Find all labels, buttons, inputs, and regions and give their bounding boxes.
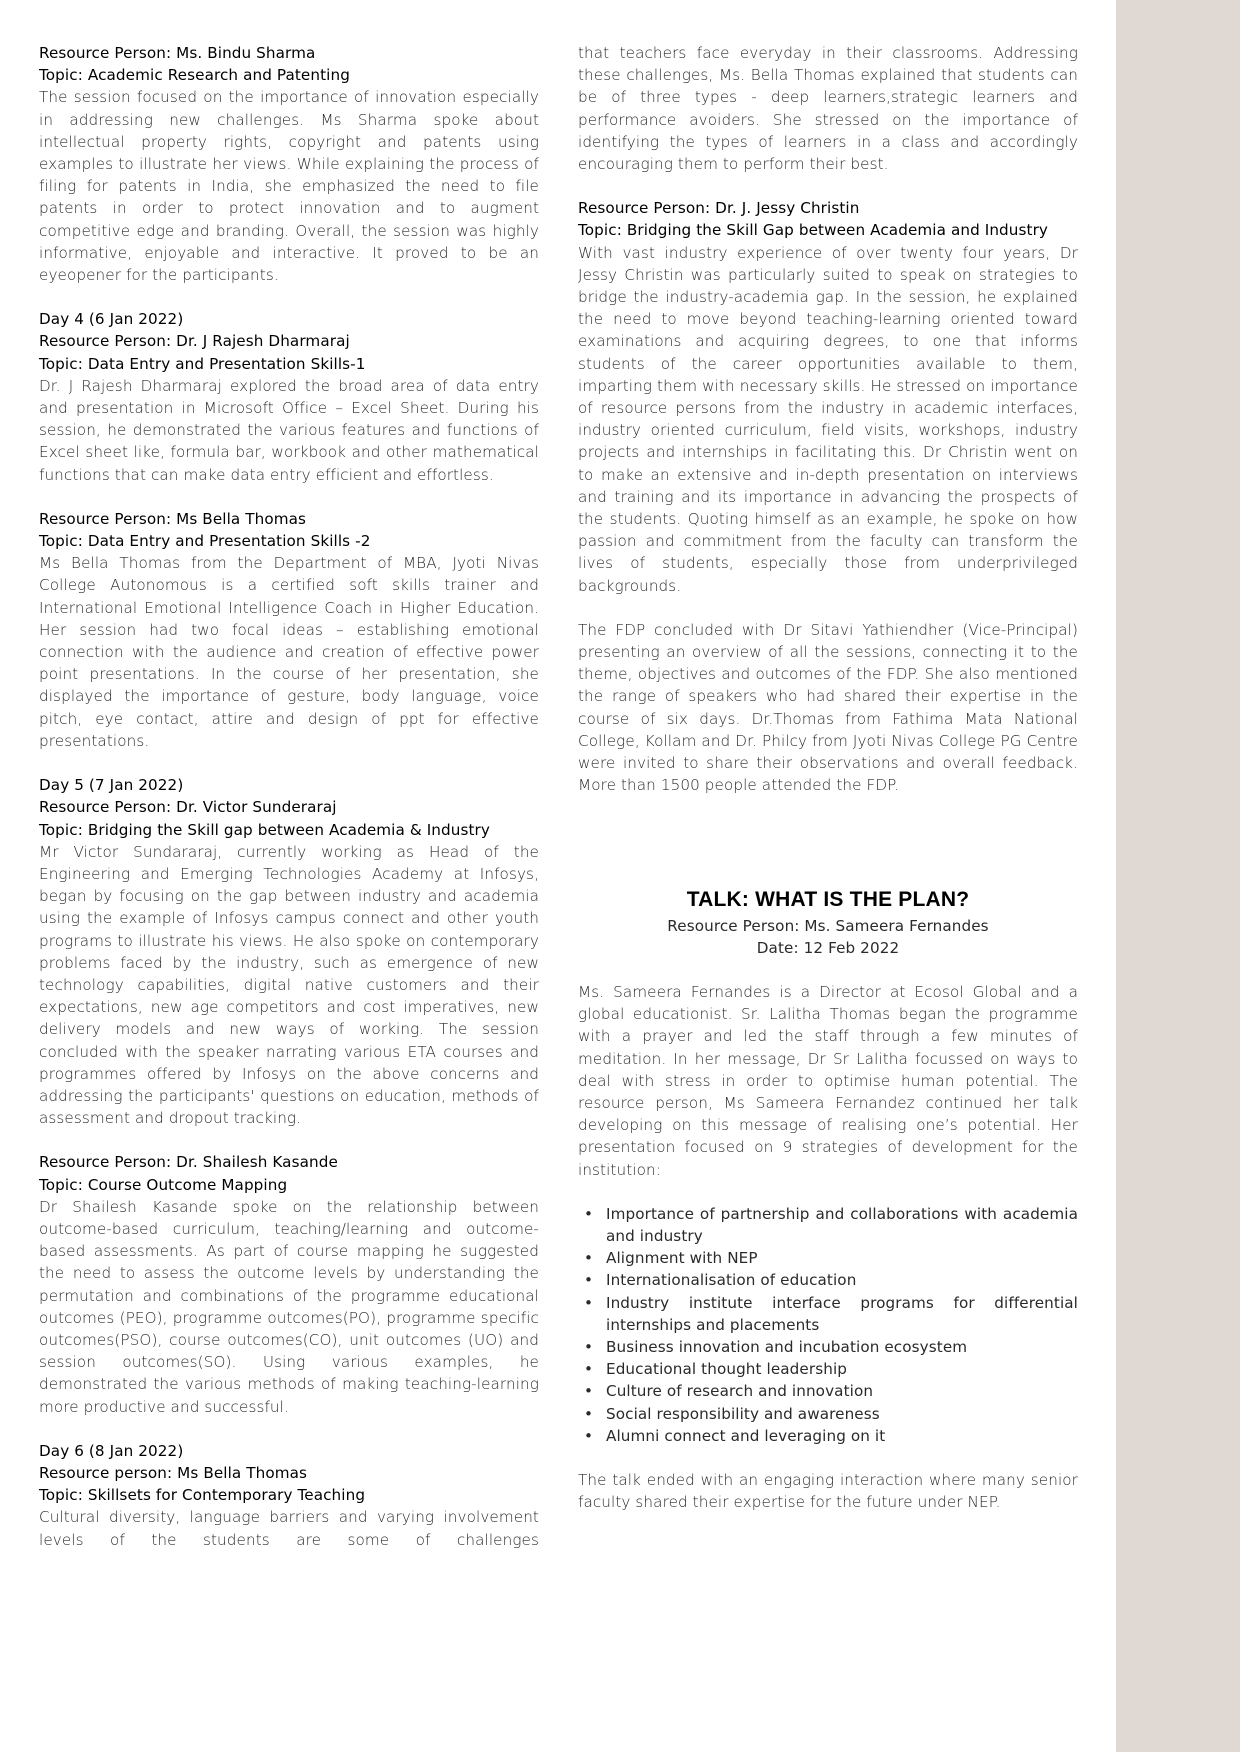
resource-person: Resource Person: Dr. Shailesh Kasande <box>39 1153 338 1172</box>
topic: Topic: Data Entry and Presentation Skills -2 <box>39 532 371 551</box>
bullet-icon: • <box>584 1404 594 1423</box>
talk-title: TALK: WHAT IS THE PLAN? <box>686 887 970 911</box>
list-item-text: Industry institute interface programs for differential internships and placements <box>606 1293 1078 1334</box>
bullet-icon: • <box>584 1360 594 1379</box>
conclusion-text: The FDP concluded with Dr Sitavi Yathiendher (Vice-Principal) presenting an overview of all the sessions, connecting it to the theme, objectives and outcomes of the FDP. She also mentioned the range of speakers who had shared their expertise in the course of six days. Dr.Thomas from Fathima Mata National College, Kollam and Dr. Philcy from Jyoti Nivas College PG Centre were invited to share their observations and overall feedback. More than 1500 people attended the FDP. <box>578 620 1078 795</box>
list-item-text: Internationalisation of education <box>606 1271 857 1290</box>
session-description: The session focused on the importance of innovation especially in addressing new challenges. Ms Sharma spoke about intellectual property rights, copyright and patents using examples to illustrate her views. While explaining the process of filing for patents in India, she emphasized the need to file patents in order to protect innovation and to augment competitive edge and branding. Overall, the session was highly informative, enjoyable and interactive. It proved to be an eyeopener for the participants. <box>39 88 539 285</box>
session-description-continued: that teachers face everyday in their classrooms. Addressing these challenges, Ms. Bella Thomas explained that students can be of three types - deep learners,strategic learners and performance avoiders. She stressed on the importance of identifying the types of learners in a class and accordingly encouraging them to perform their best. <box>578 44 1078 174</box>
session-jessy-christin <box>578 197 1078 597</box>
bullet-icon: • <box>584 1204 594 1223</box>
resource-person: Resource Person: Ms Bella Thomas <box>39 509 307 528</box>
right-column <box>578 42 1078 1535</box>
session-description: Cultural diversity, language barriers and varying involvement levels of the students are some of challenges <box>39 1508 539 1549</box>
talk-header <box>578 887 1078 959</box>
strategies-list <box>578 1203 1078 1447</box>
session-shailesh-kasande <box>39 1151 539 1417</box>
talk-date: Date: 12 Feb 2022 <box>756 938 900 957</box>
session-description: Dr Shailesh Kasande spoke on the relationship between outcome-based curriculum, teaching/learning and outcome-based assessments. As part of course mapping he suggested the need to assess the outcome levels by understanding the permutation and combinations of the programme educational outcomes (PEO), programme outcomes(PO), programme specific outcomes(PSO), course outcomes(CO), unit outcomes (UO) and session outcomes(SO). Using various examples, he demonstrated the various methods of making teaching-learning more productive and successful. <box>39 1197 539 1416</box>
list-item-text: Alignment with NEP <box>606 1249 758 1268</box>
list-item-text: Culture of research and innovation <box>606 1382 874 1401</box>
talk-closing-text: The talk ended with an engaging interaction where many senior faculty shared their expertise for the future under NEP. <box>578 1470 1078 1512</box>
talk-intro <box>578 981 1078 1181</box>
list-item <box>584 1247 1078 1269</box>
list-item-text: Alumni connect and leveraging on it <box>606 1426 886 1445</box>
topic: Topic: Course Outcome Mapping <box>39 1175 288 1194</box>
bullet-icon: • <box>584 1337 594 1356</box>
day-heading: Day 4 (6 Jan 2022) <box>39 310 184 329</box>
list-item <box>584 1403 1078 1425</box>
list-item <box>584 1269 1078 1291</box>
list-item <box>584 1292 1078 1336</box>
talk-resource-person: Resource Person: Ms. Sameera Fernandes <box>667 916 989 935</box>
resource-person: Resource Person: Dr. J. Jessy Christin <box>578 199 860 218</box>
session-rajesh-dharmaraj <box>39 308 539 486</box>
session-description: Ms Bella Thomas from the Department of MBA, Jyoti Nivas College Autonomous is a certified soft skills trainer and International Emotional Intelligence Coach in Higher Education. Her session had two focal ideas – establishing emotional connection with the audience and creation of effective power point presentations. In the course of her presentation, she displayed the importance of gesture, body language, voice pitch, eye contact, attire and design of ppt for effective presentations. <box>39 554 539 750</box>
session-bella-thomas-2 <box>39 1440 539 1551</box>
fdp-conclusion <box>578 619 1078 797</box>
resource-person: Resource Person: Dr. Victor Sunderaraj <box>39 798 337 817</box>
session-description: With vast industry experience of over twenty four years, Dr Jessy Christin was particularly suited to speak on strategies to bridge the industry-academia gap. In the session, he explained the need to move beyond teaching-learning oriented toward examinations and acquiring degrees, to one that informs students of the career opportunities available to them, imparting them with necessary skills. He stressed on importance of resource persons from the industry in academic interfaces, industry oriented curriculum, field visits, workshops, industry projects and internships in facilitating this. Dr Christin went on to make an extensive and in-depth presentation on interviews and training and its importance in advancing the prospects of the students. Quoting himself as an example, he spoke on how passion and commitment from the faculty can transform the lives of students, especially those from underprivileged backgrounds. <box>578 243 1078 595</box>
list-item <box>584 1425 1078 1447</box>
topic: Topic: Skillsets for Contemporary Teaching <box>39 1486 366 1505</box>
bullet-icon: • <box>584 1382 594 1401</box>
talk-intro-text: Ms. Sameera Fernandes is a Director at Ecosol Global and a global educationist. Sr. Lalitha Thomas began the programme with a prayer and led the staff through a few minutes of meditation. In her message, Dr Sr Lalitha focussed on ways to deal with stress in order to optimise human potential. The resource person, Ms Sameera Fernandez continued her talk developing on this message of realising one’s potential. Her presentation focused on 9 strategies of development for the institution: <box>578 982 1078 1179</box>
session-description: Mr Victor Sundararaj, currently working as Head of the Engineering and Emerging Technologies Academy at Infosys, began by focusing on the gap between industry and academia using the example of Infosys campus connect and other youth programs to illustrate his views. He also spoke on contemporary problems faced by the industry, such as emergence of new technology capabilities, digital native customers and their expectations, new age competitors and cost imperatives, new delivery models and new ways of working. The session concluded with the speaker narrating various ETA courses and programmes offered by Infosys on the above concerns and addressing the participants' questions on education, methods of assessment and dropout tracking. <box>39 842 539 1128</box>
bullet-icon: • <box>584 1293 594 1312</box>
day-heading: Day 6 (8 Jan 2022) <box>39 1441 184 1460</box>
resource-person: Resource Person: Ms. Bindu Sharma <box>39 44 316 62</box>
topic: Topic: Bridging the Skill Gap between Academia and Industry <box>578 221 1049 240</box>
list-item-text: Business innovation and incubation ecosystem <box>606 1337 968 1356</box>
list-item <box>584 1203 1078 1247</box>
session-bella-thomas-continued <box>578 42 1078 175</box>
bullet-icon: • <box>584 1426 594 1445</box>
session-victor-sunderaraj <box>39 774 539 1129</box>
list-item-text: Social responsibility and awareness <box>606 1404 880 1423</box>
session-bella-thomas-1 <box>39 508 539 752</box>
bullet-icon: • <box>584 1271 594 1290</box>
session-bindu-sharma <box>39 42 539 286</box>
list-item <box>584 1358 1078 1380</box>
resource-person: Resource person: Ms Bella Thomas <box>39 1463 308 1482</box>
list-item-text: Importance of partnership and collaborations with academia and industry <box>606 1204 1078 1245</box>
list-item <box>584 1336 1078 1358</box>
decorative-side-panel <box>1116 0 1240 1752</box>
topic: Topic: Data Entry and Presentation Skills-1 <box>39 354 366 373</box>
day-heading: Day 5 (7 Jan 2022) <box>39 776 184 795</box>
resource-person: Resource Person: Dr. J Rajesh Dharmaraj <box>39 332 350 351</box>
bullet-icon: • <box>584 1249 594 1268</box>
session-description: Dr. J Rajesh Dharmaraj explored the broad area of data entry and presentation in Microsoft Office – Excel Sheet. During his session, he demonstrated the various features and functions of Excel sheet like, formula bar, workbook and other mathematical functions that can make data entry efficient and effortless. <box>39 376 539 484</box>
list-item <box>584 1380 1078 1402</box>
list-item-text: Educational thought leadership <box>606 1360 848 1379</box>
topic: Topic: Bridging the Skill gap between Academia & Industry <box>39 820 490 839</box>
topic: Topic: Academic Research and Patenting <box>39 66 350 85</box>
left-column <box>39 42 539 1573</box>
talk-closing <box>578 1469 1078 1513</box>
